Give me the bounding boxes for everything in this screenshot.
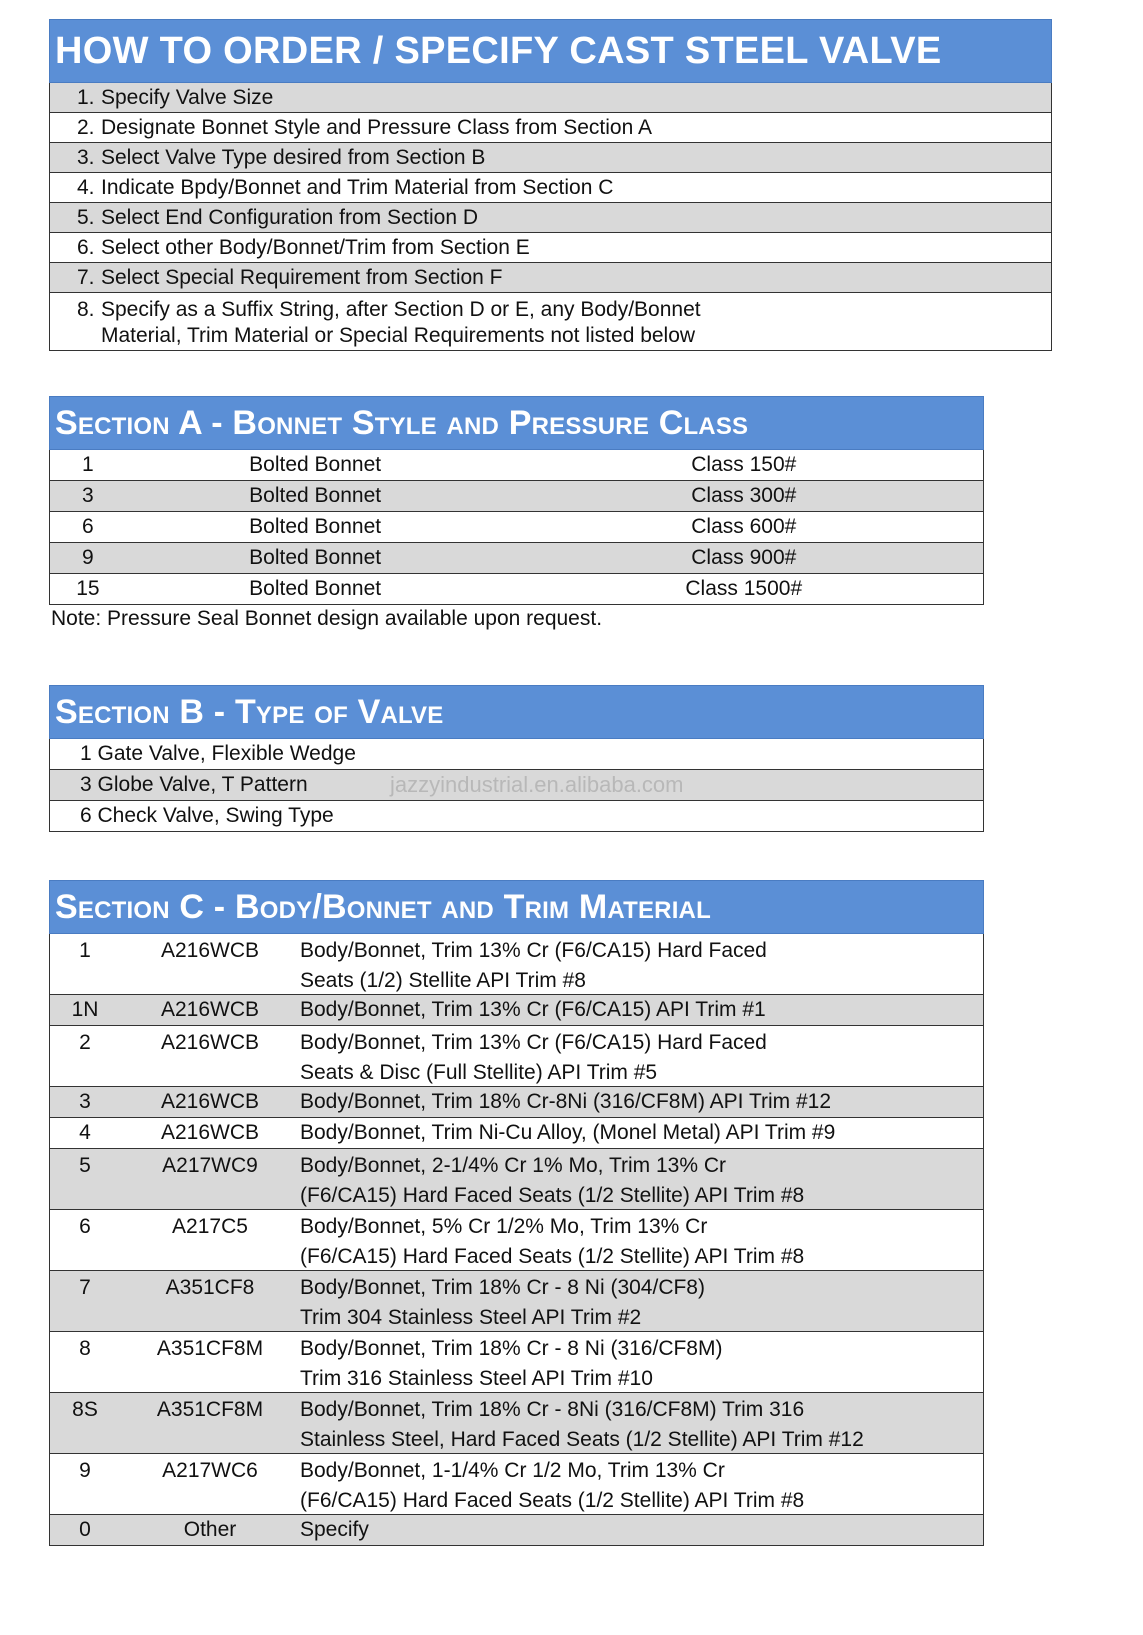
- pressure-class: Class 300#: [691, 484, 797, 507]
- material-grade: A217C5: [172, 1215, 248, 1238]
- order-step-line: Select other Body/Bonnet/Trim from Section E: [101, 235, 530, 259]
- material-grade: A216WCB: [160, 939, 260, 962]
- material-description: [300, 995, 766, 1025]
- material-code: 9: [79, 1459, 91, 1482]
- bonnet-code: 15: [76, 577, 100, 600]
- bonnet-code: 9: [82, 546, 94, 569]
- order-step: [49, 233, 1052, 263]
- material-code: 0: [79, 1518, 91, 1541]
- section-a: [49, 396, 984, 605]
- order-step-line: Select Valve Type desired from Section B: [101, 145, 486, 169]
- material-grade: A216WCB: [160, 1031, 260, 1054]
- material-description-line: Seats & Disc (Full Stellite) API Trim #5: [300, 1061, 658, 1084]
- pressure-class: Class 600#: [691, 515, 797, 538]
- bonnet-code: 6: [82, 515, 94, 538]
- material-description-line: Body/Bonnet, Trim 13% Cr (F6/CA15) Hard Faced: [300, 939, 767, 962]
- order-step-number: 6.: [77, 235, 95, 259]
- order-step: [49, 263, 1052, 293]
- section-c: [49, 880, 984, 1546]
- pressure-class: Class 1500#: [685, 577, 803, 600]
- order-section: [49, 19, 1052, 351]
- order-step: [49, 83, 1052, 113]
- pressure-class: Class 900#: [691, 546, 797, 569]
- material-code: 4: [79, 1121, 91, 1144]
- section-b: [49, 685, 984, 832]
- order-step-line: Indicate Bpdy/Bonnet and Trim Material from Section C: [101, 175, 614, 199]
- material-code: 6: [79, 1215, 91, 1238]
- material-code: 7: [79, 1276, 91, 1299]
- material-grade: A216WCB: [160, 1090, 260, 1113]
- bonnet-style: Bolted Bonnet: [249, 453, 382, 476]
- material-description-line: Trim 304 Stainless Steel API Trim #2: [300, 1306, 642, 1329]
- material-description-line: Body/Bonnet, Trim 13% Cr (F6/CA15) API Trim #1: [300, 998, 766, 1021]
- material-description-line: Body/Bonnet, Trim Ni-Cu Alloy, (Monel Metal) API Trim #9: [300, 1121, 836, 1144]
- order-title: HOW TO ORDER / SPECIFY CAST STEEL VALVE: [49, 19, 1052, 83]
- section-c-row: [49, 1454, 984, 1515]
- order-step-text: [101, 206, 478, 230]
- bonnet-style: Bolted Bonnet: [249, 484, 382, 507]
- section-c-row: [49, 1118, 984, 1149]
- order-step-line: Material, Trim Material or Special Requirements not listed below: [101, 324, 696, 347]
- section-c-row: [49, 1026, 984, 1087]
- material-code: 1N: [71, 998, 99, 1021]
- order-step: [49, 203, 1052, 233]
- material-code: 1: [79, 939, 91, 962]
- material-description-line: Seats (1/2) Stellite API Trim #8: [300, 969, 586, 992]
- material-description: [300, 1273, 705, 1333]
- order-step-number: 3.: [77, 145, 95, 169]
- material-grade: A217WC9: [162, 1154, 258, 1177]
- section-b-row: [49, 739, 984, 770]
- order-step-line: Specify Valve Size: [101, 85, 274, 109]
- section-c-row: [49, 1210, 984, 1271]
- material-grade: A351CF8M: [156, 1337, 264, 1360]
- section-c-row: [49, 995, 984, 1026]
- section-c-row: [49, 1393, 984, 1454]
- order-step-text: [101, 236, 530, 260]
- section-a-table: [49, 450, 984, 605]
- material-description: [300, 1151, 804, 1211]
- material-description-line: Body/Bonnet, Trim 13% Cr (F6/CA15) Hard Faced: [300, 1031, 767, 1054]
- order-step-number: 5.: [77, 205, 95, 229]
- order-step-text: [101, 146, 485, 170]
- order-step-text: [101, 297, 701, 349]
- material-grade: A217WC6: [162, 1459, 258, 1482]
- material-description-line: (F6/CA15) Hard Faced Seats (1/2 Stellite) API Trim #8: [300, 1245, 805, 1268]
- order-step-text: [101, 86, 273, 110]
- order-step-number: 1.: [77, 85, 95, 109]
- section-a-title: Section A - Bonnet Style and Pressure Class: [49, 396, 984, 450]
- material-description-line: (F6/CA15) Hard Faced Seats (1/2 Stellite) API Trim #8: [300, 1184, 805, 1207]
- valve-type: 1 Gate Valve, Flexible Wedge: [80, 742, 356, 765]
- material-code: 5: [79, 1154, 91, 1177]
- order-step-number: 2.: [77, 115, 95, 139]
- material-description-line: Specify: [300, 1518, 369, 1541]
- material-description-line: Body/Bonnet, 2-1/4% Cr 1% Mo, Trim 13% Cr: [300, 1154, 726, 1177]
- material-description-line: Body/Bonnet, 1-1/4% Cr 1/2 Mo, Trim 13% Cr: [300, 1459, 725, 1482]
- material-code: 3: [79, 1090, 91, 1113]
- section-c-row: [49, 1149, 984, 1210]
- material-description: [300, 1456, 804, 1516]
- material-description: [300, 1515, 369, 1545]
- pressure-class: Class 150#: [691, 453, 797, 476]
- section-a-row: [49, 543, 984, 574]
- material-description-line: Body/Bonnet, Trim 18% Cr - 8 Ni (304/CF8): [300, 1276, 705, 1299]
- order-step-number: 7.: [77, 265, 95, 289]
- material-grade: A351CF8: [165, 1276, 255, 1299]
- material-grade: A216WCB: [160, 1121, 260, 1144]
- order-step-line: Select Special Requirement from Section F: [101, 265, 503, 289]
- section-c-row: [49, 934, 984, 995]
- order-step-text: [101, 176, 613, 200]
- material-description-line: Trim 316 Stainless Steel API Trim #10: [300, 1367, 653, 1390]
- section-b-row: [49, 801, 984, 832]
- material-description: [300, 1028, 767, 1088]
- order-step-line: Specify as a Suffix String, after Section D or E, any Body/Bonnet: [101, 298, 701, 321]
- order-step-text: [101, 116, 652, 140]
- material-code: 8: [79, 1337, 91, 1360]
- material-code: 2: [79, 1031, 91, 1054]
- material-description: [300, 1087, 831, 1117]
- order-step-text: [101, 266, 503, 290]
- bonnet-style: Bolted Bonnet: [249, 515, 382, 538]
- section-a-row: [49, 512, 984, 543]
- material-grade: A351CF8M: [156, 1398, 264, 1421]
- order-step-line: Select End Configuration from Section D: [101, 205, 479, 229]
- section-c-row: [49, 1087, 984, 1118]
- order-step: [49, 143, 1052, 173]
- section-a-row: [49, 450, 984, 481]
- section-a-row: [49, 481, 984, 512]
- order-steps-list: [49, 83, 1052, 351]
- material-description-line: Stainless Steel, Hard Faced Seats (1/2 Stellite) API Trim #12: [300, 1428, 864, 1451]
- section-b-title: Section B - Type of Valve: [49, 685, 984, 739]
- watermark: jazzyindustrial.en.alibaba.com: [390, 772, 684, 797]
- bonnet-code: 1: [82, 453, 94, 476]
- valve-type: 3 Globe Valve, T Pattern: [80, 773, 308, 796]
- material-grade: A216WCB: [160, 998, 260, 1021]
- material-grade: Other: [183, 1518, 237, 1541]
- material-description-line: Body/Bonnet, Trim 18% Cr - 8Ni (316/CF8M) Trim 316: [300, 1398, 805, 1421]
- material-description-line: Body/Bonnet, Trim 18% Cr - 8 Ni (316/CF8M): [300, 1337, 723, 1360]
- section-c-row: [49, 1271, 984, 1332]
- order-step: [49, 113, 1052, 143]
- material-description-line: Body/Bonnet, 5% Cr 1/2% Mo, Trim 13% Cr: [300, 1215, 708, 1238]
- section-a-note: Note: Pressure Seal Bonnet design available upon request.: [51, 607, 603, 630]
- section-c-row: [49, 1332, 984, 1393]
- material-description-line: Body/Bonnet, Trim 18% Cr-8Ni (316/CF8M) API Trim #12: [300, 1090, 832, 1113]
- order-step-number: 8.: [77, 298, 95, 321]
- order-step: [49, 173, 1052, 203]
- section-c-title: Section C - Body/Bonnet and Trim Material: [49, 880, 984, 934]
- section-a-row: [49, 574, 984, 605]
- material-description: [300, 1395, 864, 1455]
- bonnet-code: 3: [82, 484, 94, 507]
- order-step: [49, 293, 1052, 351]
- order-step-line: Designate Bonnet Style and Pressure Class from Section A: [101, 115, 652, 139]
- material-description: [300, 936, 767, 996]
- material-description: [300, 1118, 835, 1148]
- material-description: [300, 1334, 722, 1394]
- bonnet-style: Bolted Bonnet: [249, 546, 382, 569]
- bonnet-style: Bolted Bonnet: [249, 577, 382, 600]
- section-c-row: [49, 1515, 984, 1546]
- section-c-table: [49, 934, 984, 1546]
- material-code: 8S: [72, 1398, 98, 1421]
- material-description-line: (F6/CA15) Hard Faced Seats (1/2 Stellite) API Trim #8: [300, 1489, 805, 1512]
- material-description: [300, 1212, 804, 1272]
- valve-type: 6 Check Valve, Swing Type: [80, 804, 334, 827]
- order-step-number: 4.: [77, 175, 95, 199]
